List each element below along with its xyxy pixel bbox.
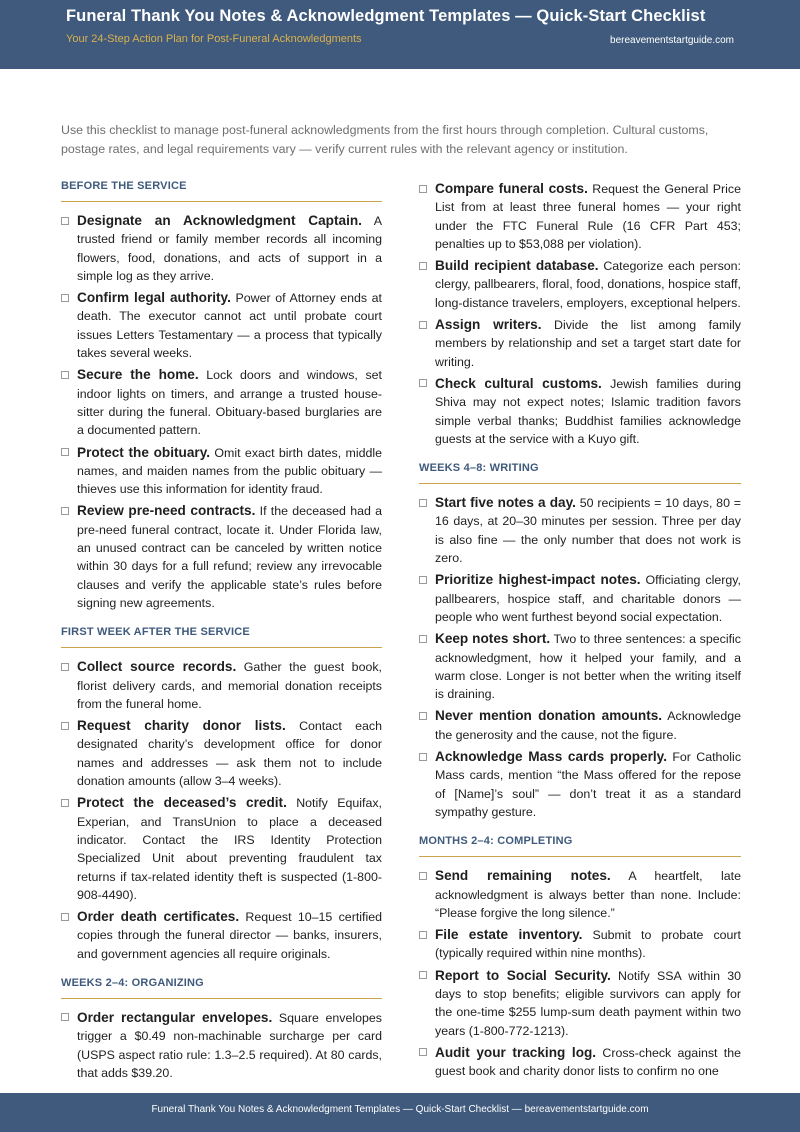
item-description: Notify SSA within 30 days to stop benefits; eligible survivors can apply for the one-time $255 lump-sum death payment within two years (1-800-772-1213). — [435, 968, 741, 1038]
item-description: 50 recipients = 10 days, 80 = 16 days, at 20–30 minutes per session. Three per day is also fine — the only number that does not work is zero. — [435, 496, 741, 566]
checklist-item — [419, 926, 741, 963]
checklist-item — [419, 494, 741, 567]
section-heading: FIRST WEEK AFTER THE SERVICE — [61, 626, 382, 648]
item-description: Categorize each person: clergy, pallbearers, floral, food, donations, hospice staff, long-distance travelers, employers, exceptional helpers. — [435, 259, 741, 310]
item-description: For Catholic Mass cards, mention “the Mass offered for the repose of [Name]’s soul” — don’t treat it as a standard sympathy gesture. — [435, 750, 742, 819]
section-before-service — [61, 180, 382, 612]
checklist-item — [419, 630, 741, 703]
page-header — [0, 0, 800, 69]
section-heading: BEFORE THE SERVICE — [61, 180, 382, 202]
checkbox-icon[interactable] — [61, 294, 69, 302]
document-subtitle: Your 24-Step Action Plan for Post-Funeral Acknowledgments — [66, 33, 362, 45]
checklist-item — [61, 289, 382, 362]
checkbox-icon[interactable] — [419, 499, 427, 507]
checklist-item — [419, 1044, 741, 1081]
section-first-week — [61, 626, 382, 963]
item-description: Gather the guest book, florist delivery cards, and memorial donation receipts from the funeral home. — [77, 660, 382, 711]
section-heading: MONTHS 2–4: COMPLETING — [419, 835, 741, 857]
checkbox-icon[interactable] — [419, 872, 427, 880]
item-title: Prioritize highest-impact notes. — [435, 572, 641, 588]
checkbox-icon[interactable] — [419, 185, 427, 193]
checkbox-icon[interactable] — [61, 507, 69, 515]
checklist-item — [419, 375, 741, 448]
item-description: Contact each designated charity’s development office for donor names and addresses — ask them not to include donation amounts (allow 3–4 weeks). — [77, 719, 382, 789]
checklist-item — [419, 748, 741, 821]
item-description: Jewish families during Shiva may not expect notes; Islamic tradition favors simple verbal thanks; Buddhist families acknowledge guests at the service with a Kuyo gift. — [435, 376, 742, 446]
item-description: Notify Equifax, Experian, and TransUnion to place a deceased indicator. Contact the IRS Identity Protection Specialized Unit about preventing fraudulent tax returns if tax-related identity theft is suspected (1-800-908-4490). — [77, 796, 382, 902]
item-title: Send remaining notes. — [435, 868, 611, 884]
item-title: Start five notes a day. — [435, 495, 576, 511]
checkbox-icon[interactable] — [61, 448, 69, 456]
section-months-2-4 — [419, 835, 741, 1080]
checklist-item — [419, 571, 741, 626]
page-footer: Funeral Thank You Notes & Acknowledgment Templates — Quick-Start Checklist — bereavementstartguide.com — [0, 1093, 800, 1132]
item-title: Assign writers. — [435, 317, 542, 333]
item-title: Keep notes short. — [435, 631, 551, 647]
item-description: Omit exact birth dates, middle names, and maiden names from the public obituary — thieves use this information for identity fraud. — [77, 445, 383, 497]
checklist-item — [61, 1009, 382, 1082]
checkbox-icon[interactable] — [419, 262, 427, 270]
checklist-item — [419, 257, 741, 312]
checkbox-icon[interactable] — [61, 799, 69, 807]
item-description: If the deceased had a pre-need funeral contract, locate it. Under Florida law, an unused contract can be canceled by written notice within 30 days for a full refund; review any irrevocable clauses and verify the applicable state’s rules before signing new agreements. — [77, 504, 382, 610]
section-weeks-2-4 — [61, 977, 382, 1082]
checkbox-icon[interactable] — [61, 722, 69, 730]
item-title: Order rectangular envelopes. — [77, 1009, 273, 1025]
checkbox-icon[interactable] — [419, 379, 427, 387]
checklist-item — [419, 316, 741, 371]
checklist-item — [61, 908, 382, 963]
item-description: Power of Attorney ends at death. The executor cannot act until probate court issues Letters Testamentary — a process that typically takes several weeks. — [77, 291, 382, 361]
item-description: Two to three sentences: a specific acknowledgment, how it helped your family, and a warm close. Longer is not better when the writing itself is draining. — [435, 632, 741, 702]
item-description: Request the General Price List from at least three funeral homes — your right under the FTC Funeral Rule (16 CFR Part 453; penalties up to $53,088 per violation). — [435, 182, 741, 251]
checkbox-icon[interactable] — [61, 913, 69, 921]
checkbox-icon[interactable] — [61, 371, 69, 379]
item-title: File estate inventory. — [435, 927, 583, 943]
item-description: Divide the list among family members by relationship and set a target start date for writing. — [435, 318, 741, 369]
item-title: Build recipient database. — [435, 258, 599, 274]
checklist-item — [61, 717, 382, 790]
item-title: Designate an Acknowledgment Captain. — [77, 213, 362, 228]
item-description: Submit to probate court (typically required within nine months). — [435, 928, 741, 961]
checklist-item — [419, 967, 741, 1040]
checklist-item — [419, 707, 741, 744]
section-weeks-4-8 — [419, 462, 741, 821]
item-description: A trusted friend or family member records all incoming flowers, food, donations, and acts of support in a simple log as they arrive. — [77, 214, 382, 283]
item-title: Never mention donation amounts. — [435, 708, 663, 724]
item-title: Order death certificates. — [77, 909, 240, 925]
checklist-item — [61, 794, 382, 904]
checkbox-icon[interactable] — [419, 321, 427, 329]
item-description: Cross-check against the guest book and charity donor lists to confirm no one — [435, 1045, 741, 1079]
section-heading: WEEKS 4–8: WRITING — [419, 462, 741, 484]
site-url[interactable]: bereavementstartguide.com — [610, 35, 734, 46]
item-description: A heartfelt, late acknowledgment is always better than none. Include: “Please forgive the long silence.” — [435, 869, 741, 920]
item-description: Lock doors and windows, set indoor lights on timers, and arrange a trusted house-sitter during the funeral. Obituary-based burglaries are a documented pattern. — [77, 368, 382, 438]
checkbox-icon[interactable] — [419, 1048, 427, 1056]
checkbox-icon[interactable] — [419, 753, 427, 761]
checkbox-icon[interactable] — [419, 971, 427, 979]
checklist-item — [419, 867, 741, 922]
item-title: Report to Social Security. — [435, 967, 611, 983]
item-description: Square envelopes trigger a $0.49 non-machinable surcharge per card (USPS aspect ratio rule: 1.3–2.5 required). At 80 cards, that adds $39.20. — [77, 1010, 382, 1080]
checkbox-icon[interactable] — [61, 217, 69, 225]
checklist-item — [61, 366, 382, 439]
item-title: Protect the obituary. — [77, 444, 211, 460]
checklist-item — [61, 444, 382, 499]
checkbox-icon[interactable] — [419, 931, 427, 939]
item-title: Compare funeral costs. — [435, 181, 588, 196]
section-weeks-2-4-continued — [419, 180, 741, 448]
item-title: Review pre-need contracts. — [77, 503, 256, 519]
section-heading: WEEKS 2–4: ORGANIZING — [61, 977, 382, 999]
item-title: Confirm legal authority. — [77, 290, 231, 306]
checklist-item — [61, 212, 382, 285]
checklist-item — [61, 502, 382, 612]
item-description: Request 10–15 certified copies through the funeral director — banks, insurers, and government agencies all require originals. — [77, 910, 382, 961]
item-title: Protect the deceased’s credit. — [77, 795, 287, 811]
item-title: Audit your tracking log. — [435, 1044, 597, 1060]
right-column — [419, 180, 741, 1084]
item-title: Check cultural customs. — [435, 375, 602, 391]
document-title: Funeral Thank You Notes & Acknowledgment Templates — Quick-Start Checklist — [66, 7, 706, 25]
checkbox-icon[interactable] — [419, 576, 427, 584]
checklist-item — [419, 180, 741, 253]
item-title: Collect source records. — [77, 659, 237, 675]
item-title: Request charity donor lists. — [77, 718, 286, 734]
checklist-item — [61, 658, 382, 713]
item-title: Secure the home. — [77, 367, 199, 383]
checkbox-icon[interactable] — [61, 1013, 69, 1021]
checkbox-icon[interactable] — [61, 663, 69, 671]
checkbox-icon[interactable] — [419, 635, 427, 643]
checkbox-icon[interactable] — [419, 712, 427, 720]
item-description: Acknowledge the generosity and the cause, not the figure. — [435, 709, 741, 742]
left-column — [61, 180, 382, 1086]
item-title: Acknowledge Mass cards properly. — [435, 749, 668, 765]
item-description: Officiating clergy, pallbearers, hospice staff, and charitable donors — people who went furthest beyond social expectation. — [435, 573, 741, 624]
intro-paragraph: Use this checklist to manage post-funeral acknowledgments from the first hours through completion. Cultural customs, postage rates, and legal requirements vary — verify current rules with the relevant agency or institution. — [61, 123, 709, 156]
